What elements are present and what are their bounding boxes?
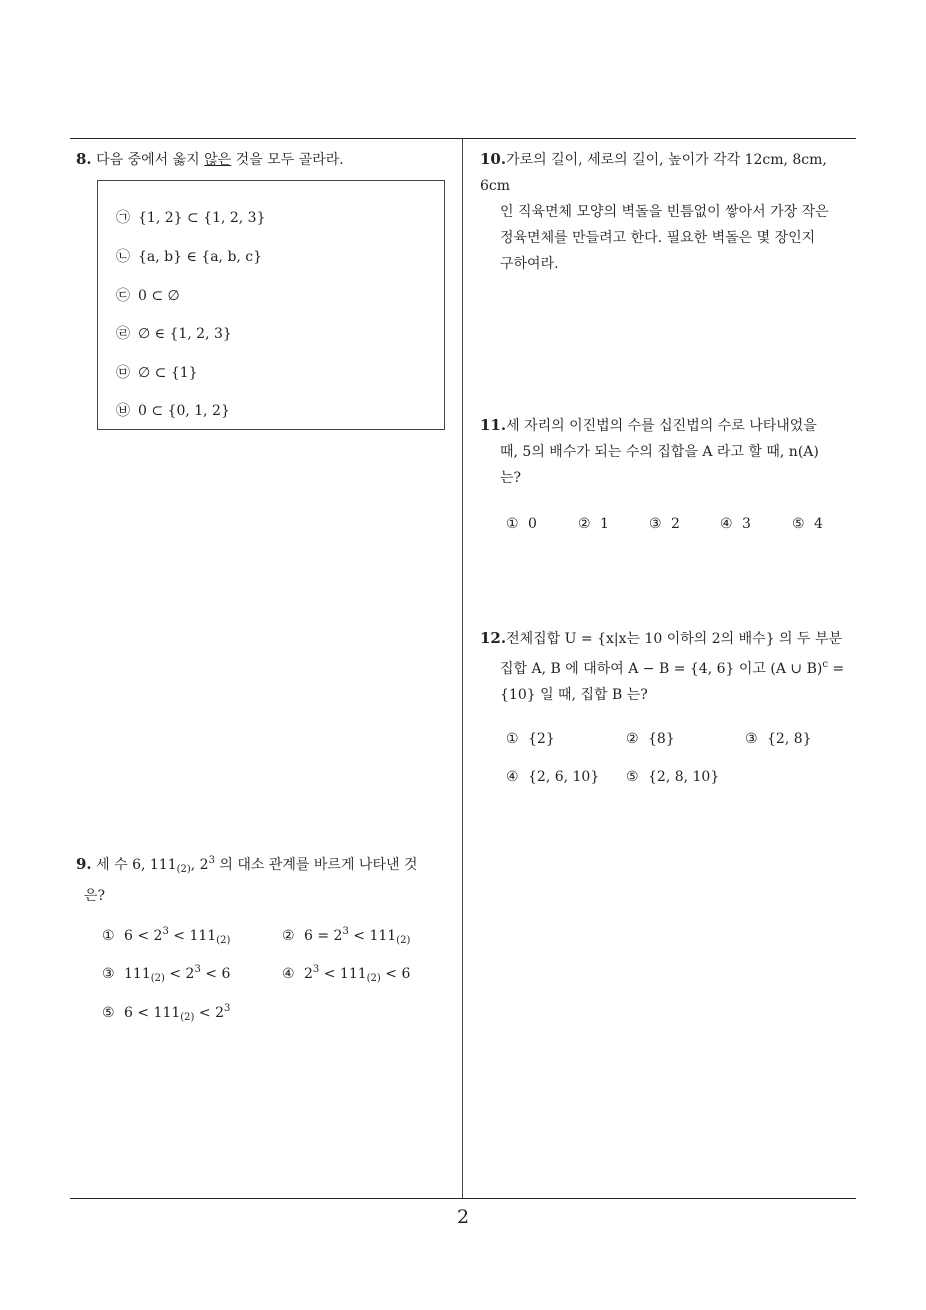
statement-box [97,180,445,430]
answer-option[interactable] [102,1003,230,1023]
question-text-suffix: 것을 모두 골라라. [231,152,344,168]
option-marker: ② [626,731,639,747]
answer-option[interactable] [649,516,680,532]
option-text: {2} [528,731,555,747]
question-text: 세 수 6, 111 [96,857,177,873]
subscript: (2) [366,973,381,984]
option-marker: ① [102,928,115,944]
question-text: 의 대소 관계를 바르게 나타낸 것 [214,857,418,873]
answer-option[interactable] [626,731,675,747]
question-number: 9. [76,855,92,873]
superscript: 3 [342,926,349,937]
option-text: < 111 [319,966,367,982]
answer-option[interactable] [745,731,812,747]
option-text: 2 [671,516,680,532]
question-line [76,848,460,883]
subscript: (2) [150,973,165,984]
statement-marker: ㉠ [116,210,130,226]
statement-expression: 0 ⊂ {0, 1, 2} [138,403,230,419]
option-marker: ① [506,731,519,747]
option-marker: ③ [649,516,662,532]
answer-option[interactable] [506,731,555,747]
statement-marker: ㉡ [116,249,130,265]
option-marker: ① [506,516,519,532]
statement-expression: {a, b} ∈ {a, b, c} [138,249,263,265]
option-text: {8} [648,731,675,747]
option-text: < 6 [380,966,411,982]
question-text: 전체집합 U = {x|x는 10 이하의 2의 배수} 의 두 부분 [506,631,843,647]
option-text: < 2 [164,966,195,982]
option-text: < 111 [348,928,397,944]
page-number: 2 [456,1206,470,1228]
option-marker: ② [282,928,295,944]
option-text: {2, 6, 10} [528,769,600,785]
option-marker: ② [578,516,591,532]
question-text: 세 자리의 이진법의 수를 십진법의 수로 나타내었을 [506,418,817,434]
answer-option[interactable] [578,516,609,532]
statement-expression: 0 ⊂ ∅ [138,288,180,304]
statement-marker: ㉥ [116,403,130,419]
option-marker: ⑤ [792,516,805,532]
option-text: 6 = 2 [304,928,343,944]
superscript: 3 [162,926,169,937]
option-text: 0 [528,516,537,532]
statement-expression: ∅ ⊂ {1} [138,365,198,381]
underlined-word: 않은 [204,152,232,168]
question-number: 10. [480,150,507,168]
question-number: 12. [480,629,507,647]
statement-item [116,207,266,227]
answer-option[interactable] [720,516,751,532]
question-line: 인 직육면체 모양의 벽돌을 빈틈없이 쌓아서 가장 작은 [500,204,829,220]
top-rule [70,138,856,139]
question-number: 8. [76,150,92,168]
answer-option[interactable] [282,964,410,984]
answer-option[interactable] [506,769,599,785]
question-number: 11. [480,416,507,434]
question-line: 은? [84,888,106,904]
superscript: 3 [223,1003,231,1014]
superscript: 3 [208,855,215,866]
question-9 [76,848,460,909]
option-marker: ⑤ [626,769,639,785]
statement-item [116,323,232,343]
option-marker: ⑤ [102,1005,115,1021]
question-text: 가로의 길이, 세로의 길이, 높이가 각각 12cm, 8cm, 6cm [480,152,827,194]
subscript: (2) [176,864,191,875]
statement-item [116,362,198,382]
statement-expression: ∅ ∈ {1, 2, 3} [138,326,232,342]
statement-marker: ㉣ [116,326,130,342]
answer-option[interactable] [102,926,230,946]
question-line [480,412,860,439]
question-line: 는? [500,470,522,486]
option-text: 1 [600,516,609,532]
option-marker: ④ [720,516,733,532]
question-text: = [827,661,845,677]
statement-marker: ㉤ [116,365,130,381]
subscript: (2) [180,1012,195,1023]
superscript: 3 [312,964,320,975]
option-marker: ④ [282,966,295,982]
question-10 [480,146,860,277]
statement-item [116,246,262,266]
option-text: 111 [124,966,151,982]
column-divider [462,139,463,1199]
option-text: 6 < 2 [124,928,163,944]
question-text: 집합 A, B 에 대하여 A − B = {4, 6} 이고 (A ∪ B) [500,661,823,677]
statement-item [116,285,180,305]
option-marker: ③ [745,731,758,747]
option-text: < 111 [168,928,217,944]
question-line: 구하여라. [500,256,559,272]
bottom-rule [70,1198,856,1199]
option-text: 2 [304,966,313,982]
superscript: 3 [194,964,201,975]
question-line [480,652,860,682]
question-text: , 2 [190,857,209,873]
question-line: {10} 일 때, 집합 B 는? [500,687,648,703]
answer-option[interactable] [282,926,410,946]
option-marker: ③ [102,966,115,982]
answer-option[interactable] [626,769,719,785]
statement-item [116,400,230,420]
statement-expression: {1, 2} ⊂ {1, 2, 3} [138,210,266,226]
question-line: 정육면체를 만들려고 한다. 필요한 벽돌은 몇 장인지 [500,230,816,246]
subscript: (2) [396,935,411,946]
option-text: 4 [814,516,823,532]
option-text: 6 < 111 [124,1005,181,1021]
option-text: 3 [742,516,751,532]
question-12 [480,625,860,708]
option-marker: ④ [506,769,519,785]
question-line [480,146,860,199]
question-text-prefix: 다음 중에서 옳지 [96,152,205,168]
subscript: (2) [216,935,231,946]
answer-option[interactable] [102,964,230,984]
question-line [480,625,860,652]
option-text: {2, 8} [767,731,812,747]
option-text: < 2 [194,1005,224,1021]
option-text: < 6 [200,966,231,982]
statement-marker: ㉢ [116,288,130,304]
superscript: c [822,659,828,670]
answer-option[interactable] [506,516,537,532]
question-line: 때, 5의 배수가 되는 수의 집합을 A 라고 할 때, n(A) [500,444,819,460]
option-text: {2, 8, 10} [648,769,720,785]
question-8 [76,146,456,173]
answer-option[interactable] [792,516,823,532]
question-11 [480,412,860,491]
